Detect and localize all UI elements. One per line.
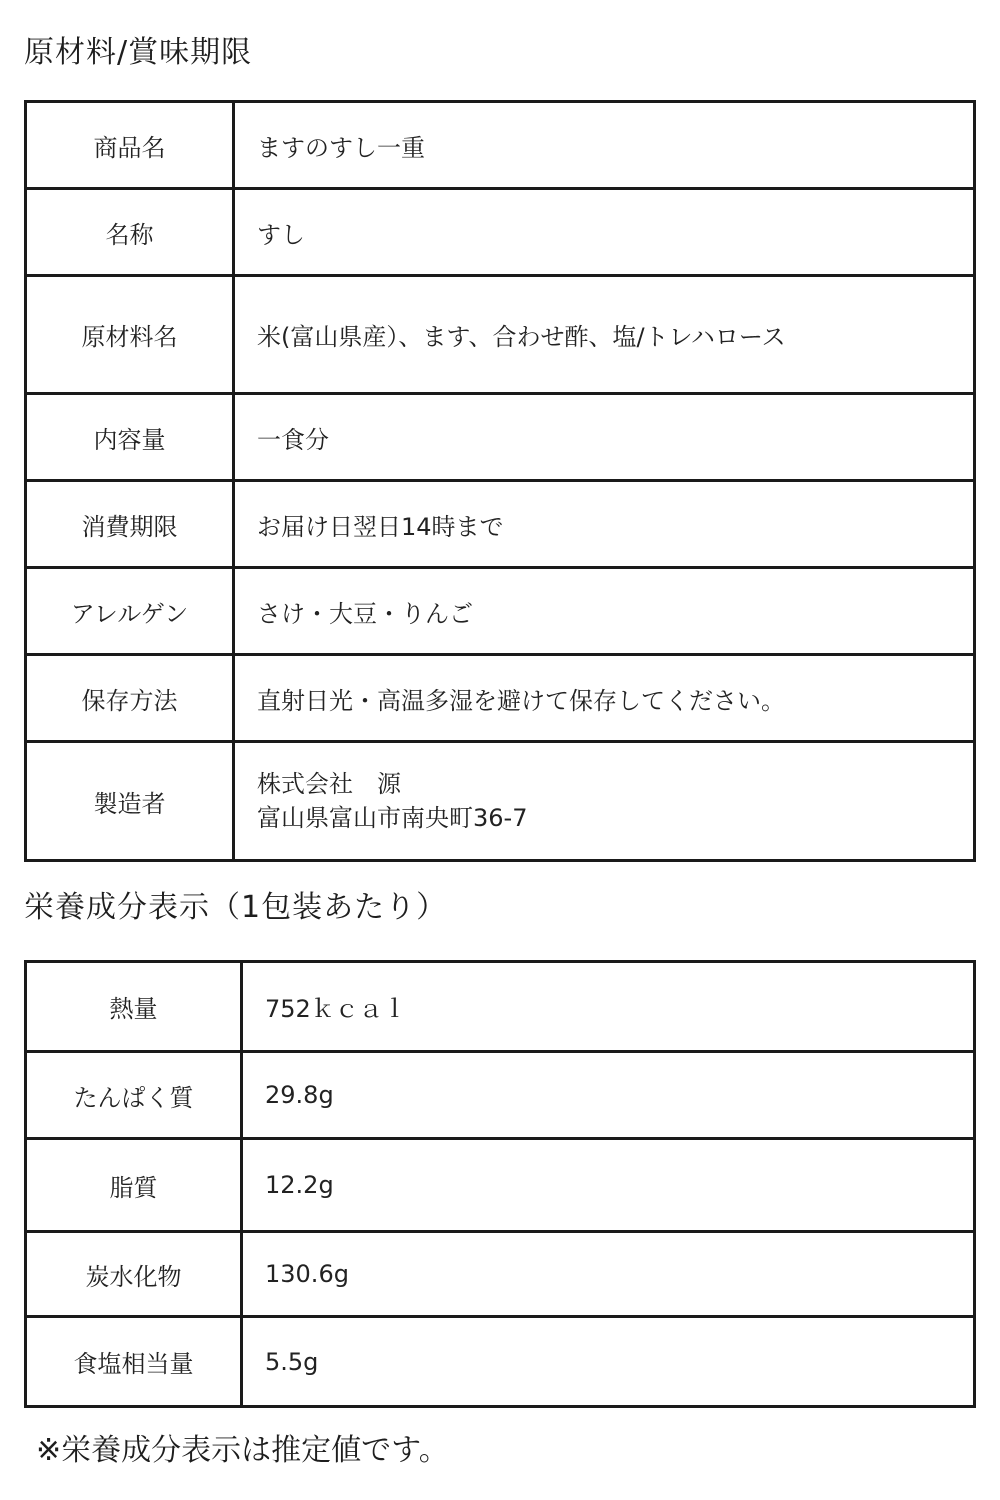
table-row (26, 655, 975, 742)
row-value-manufacturer (234, 742, 975, 861)
footnote: ※栄養成分表示は推定値です。 (36, 1433, 449, 1468)
table-row (26, 742, 975, 861)
row-value-carbohydrate: 130.6g (242, 1232, 975, 1317)
row-label-energy: 熱量 (26, 962, 242, 1052)
row-value-ingredients: 米(富山県産）、ます、合わせ酢、塩/トレハロース (234, 276, 975, 394)
row-label-salt: 食塩相当量 (26, 1317, 242, 1407)
row-value-product-name: ますのすし一重 (234, 102, 975, 189)
row-label-manufacturer: 製造者 (26, 742, 234, 861)
table-row (26, 1232, 975, 1317)
table-row (26, 962, 975, 1052)
table-row (26, 276, 975, 394)
row-value-allergens: さけ・大豆・りんご (234, 568, 975, 655)
row-label-protein: たんぱく質 (26, 1052, 242, 1139)
row-value-storage: 直射日光・高温多湿を避けて保存してください。 (234, 655, 975, 742)
nutrition-table (24, 960, 976, 1408)
row-label-storage: 保存方法 (26, 655, 234, 742)
table-row (26, 1052, 975, 1139)
manufacturer-company: 株式会社 源 (257, 770, 401, 798)
row-label-expiration: 消費期限 (26, 481, 234, 568)
table-row (26, 189, 975, 276)
row-value-fat: 12.2g (242, 1139, 975, 1232)
product-info-table (24, 100, 976, 862)
row-label-carbohydrate: 炭水化物 (26, 1232, 242, 1317)
row-value-name: すし (234, 189, 975, 276)
row-value-protein: 29.8g (242, 1052, 975, 1139)
table-row (26, 102, 975, 189)
manufacturer-address: 富山県富山市南央町36-7 (257, 804, 528, 832)
row-value-salt: 5.5g (242, 1317, 975, 1407)
table-row (26, 1139, 975, 1232)
section-title-nutrition: 栄養成分表示（1包装あたり） (24, 890, 448, 925)
table-row (26, 481, 975, 568)
section-title-ingredients: 原材料/賞味期限 (24, 35, 253, 70)
table-row (26, 394, 975, 481)
row-value-content-amount: 一食分 (234, 394, 975, 481)
row-value-energy: 752ｋｃａｌ (242, 962, 975, 1052)
row-label-fat: 脂質 (26, 1139, 242, 1232)
row-label-name: 名称 (26, 189, 234, 276)
table-row (26, 1317, 975, 1407)
row-label-ingredients: 原材料名 (26, 276, 234, 394)
table-row (26, 568, 975, 655)
row-label-content-amount: 内容量 (26, 394, 234, 481)
row-label-allergens: アレルゲン (26, 568, 234, 655)
row-label-product-name: 商品名 (26, 102, 234, 189)
row-value-expiration: お届け日翌日14時まで (234, 481, 975, 568)
